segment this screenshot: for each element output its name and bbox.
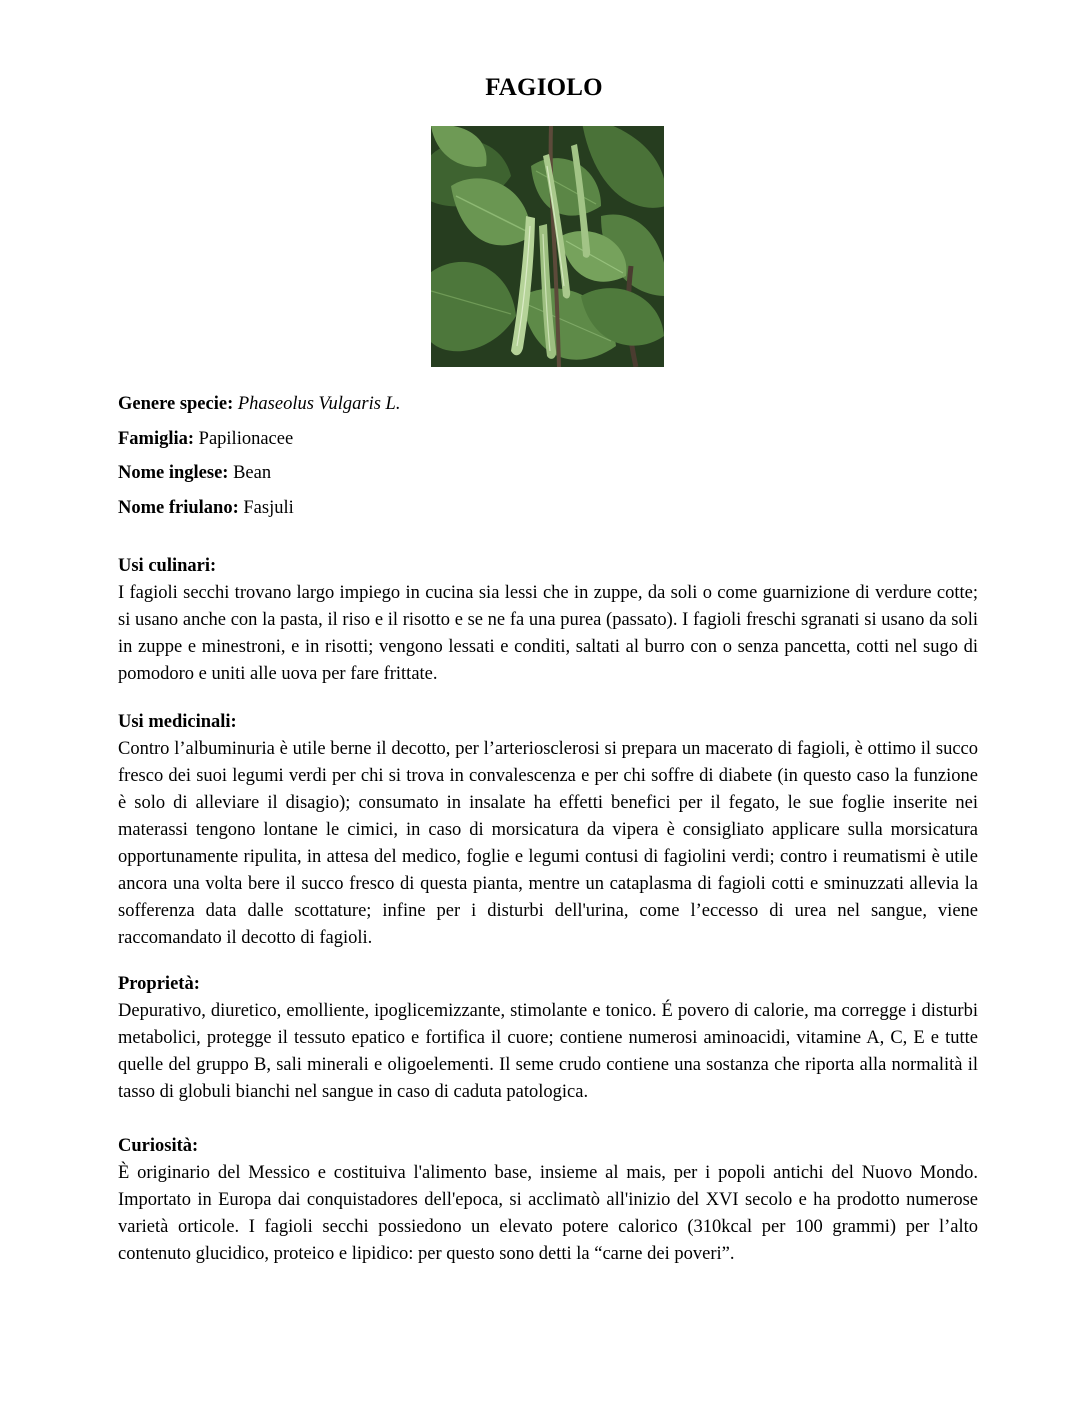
- nome-friulano-value: Fasjuli: [243, 497, 294, 518]
- nome-inglese-line: [118, 456, 978, 491]
- page-title: FAGIOLO: [485, 74, 603, 101]
- curiosita-heading: Curiosità:: [118, 1136, 199, 1156]
- proprieta-heading: Proprietà:: [118, 974, 200, 994]
- nome-inglese-value: Bean: [233, 463, 272, 483]
- famiglia-label: Famiglia:: [118, 428, 195, 449]
- usi-culinari-heading: Usi culinari:: [118, 556, 217, 576]
- bean-plant-photo: [431, 126, 664, 367]
- bean-plant-illustration: [431, 126, 664, 367]
- usi-medicinali-heading: Usi medicinali:: [118, 712, 237, 732]
- usi-culinari-section: [118, 553, 978, 688]
- proprieta-text: Depurativo, diuretico, emolliente, ipoglicemizzante, stimolante e tonico. É povero di calorie, ma corregge i disturbi metabolici, protegge il tessuto epatico e fortifica il cuore; contiene numerosi aminoacidi, vitamine A, C, E e tutte quelle del gruppo B, sali minerali e oligoelementi. Il seme crudo contiene una sostanza che riporta alla normalità il tasso di globuli bianchi nel sangue in caso di caduta patologica.: [118, 1001, 978, 1102]
- genere-specie-value: Phaseolus Vulgaris L.: [237, 394, 401, 414]
- genere-specie-line: [118, 387, 978, 422]
- famiglia-value: Papilionacee: [198, 428, 294, 449]
- curiosita-section: [118, 1133, 978, 1268]
- famiglia-line: [118, 422, 978, 457]
- usi-medicinali-section: [118, 709, 978, 952]
- nome-inglese-label: Nome inglese:: [118, 463, 229, 483]
- nome-friulano-label: Nome friulano:: [118, 497, 239, 518]
- curiosita-text: È originario del Messico e costituiva l'alimento base, insieme al mais, per i popoli antichi del Nuovo Mondo. Importato in Europa dai conquistadores dell'epoca, si acclimatò all'inizio del XVI secolo e ha prodotto numerose varietà orticole. I fagioli secchi possiedono un elevato potere calorico (310kcal per 100 grammi) per l’alto contenuto glucidico, proteico e lipidico: per questo sono detti la “carne dei poveri”.: [118, 1163, 978, 1264]
- nome-friulano-line: [118, 491, 978, 526]
- plant-info-block: [118, 387, 978, 525]
- usi-culinari-text: I fagioli secchi trovano largo impiego in cucina sia lessi che in zuppe, da soli o come guarnizione di verdure cotte; si usano anche con la pasta, il riso e il risotto e se ne fa una purea (passato). I fagioli freschi sgranati si usano da soli in zuppe e minestroni, e in risotti; vengono lessati e conditi, saltati al burro con o senza pancetta, cotti nel sugo di pomodoro e uniti alle uova per fare frittate.: [118, 583, 978, 684]
- proprieta-section: [118, 971, 978, 1106]
- usi-medicinali-text: Contro l’albuminuria è utile berne il decotto, per l’arteriosclerosi si prepara un macerato di fagioli, è ottimo il succo fresco dei suoi legumi verdi per chi si trova in convalescenza e per chi soffre di diabete (in questo caso la funzione è solo di alleviare il disagio); consumato in insalate ha effetti benefici per il fegato, le sue foglie inserite nei materassi tengono lontane le cimici, in caso di morsicatura da vipera è consigliato applicare sulla morsicatura opportunamente ripulita, in attesa del medico, foglie e legumi contusi di fagiolini verdi; contro i reumatismi è utile ancora una volta bere il succo fresco di questa pianta, mentre un cataplasma di fagioli cotti e sminuzzati allevia la sofferenza data dalle scottature; infine per i disturbi dell'urina, come l’eccesso di urea nel sangue, viene raccomandato il decotto di fagioli.: [118, 739, 978, 948]
- genere-specie-label: Genere specie:: [118, 394, 234, 414]
